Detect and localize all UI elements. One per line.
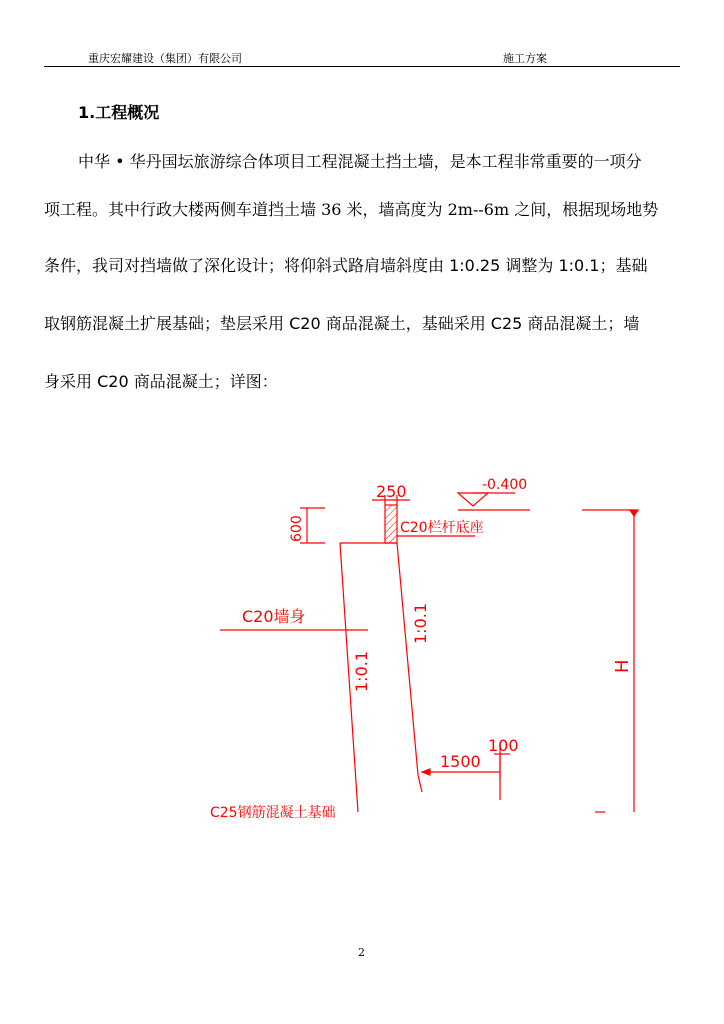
- slope-left-label: 1:0.1: [352, 650, 371, 692]
- paragraph-line-2-part-a: 项工程。其中行政大楼两侧车道挡土墙 36 米，墙高度为 2m--6m 之间，: [44, 200, 563, 219]
- railing-base-label: C20栏杆底座: [400, 520, 484, 536]
- paragraph-line-2-part-b: 根据现场地势: [562, 200, 659, 219]
- paragraph-line-5: 身采用 C20 商品混凝土；详图：: [44, 372, 278, 391]
- slope-right-label: 1:0.1: [411, 602, 430, 644]
- dim-600-label: 600: [289, 515, 305, 542]
- paragraph-line-1: 中华 • 华丹国坛旅游综合体项目工程混凝土挡土墙，是本工程非常重要的一项分: [78, 152, 642, 171]
- page-number: 2: [358, 946, 365, 959]
- wall-body-label: C20墙身: [242, 607, 306, 626]
- railing-base-block: [385, 505, 397, 543]
- foundation-label: C25钢筋混凝土基础: [210, 805, 336, 820]
- height-label: H: [612, 659, 633, 673]
- dim-1500-label: 1500: [440, 752, 481, 771]
- dim-250-label: 250: [376, 482, 407, 501]
- paragraph-line-4: 取钢筋混凝土扩展基础；垫层采用 C20 商品混凝土，基础采用 C25 商品混凝土；墙: [44, 314, 640, 333]
- dim-100-label: 100: [488, 736, 519, 755]
- header-divider: [44, 66, 680, 67]
- section-title: 1.工程概况: [78, 103, 160, 122]
- wall-front-face: [397, 543, 418, 775]
- header-company-name: 重庆宏耀建设（集团）有限公司: [88, 52, 242, 65]
- paragraph-line-2: [44, 197, 684, 220]
- paragraph-line-3: 条件，我司对挡墙做了深化设计；将仰斜式路肩墙斜度由 1:0.25 调整为 1:0.1；基础: [44, 256, 648, 275]
- elevation-marker: [458, 493, 488, 506]
- retaining-wall-detail-drawing: [200, 470, 660, 820]
- elevation-label: -0.400: [482, 477, 528, 493]
- header-document-type: 施工方案: [503, 52, 547, 65]
